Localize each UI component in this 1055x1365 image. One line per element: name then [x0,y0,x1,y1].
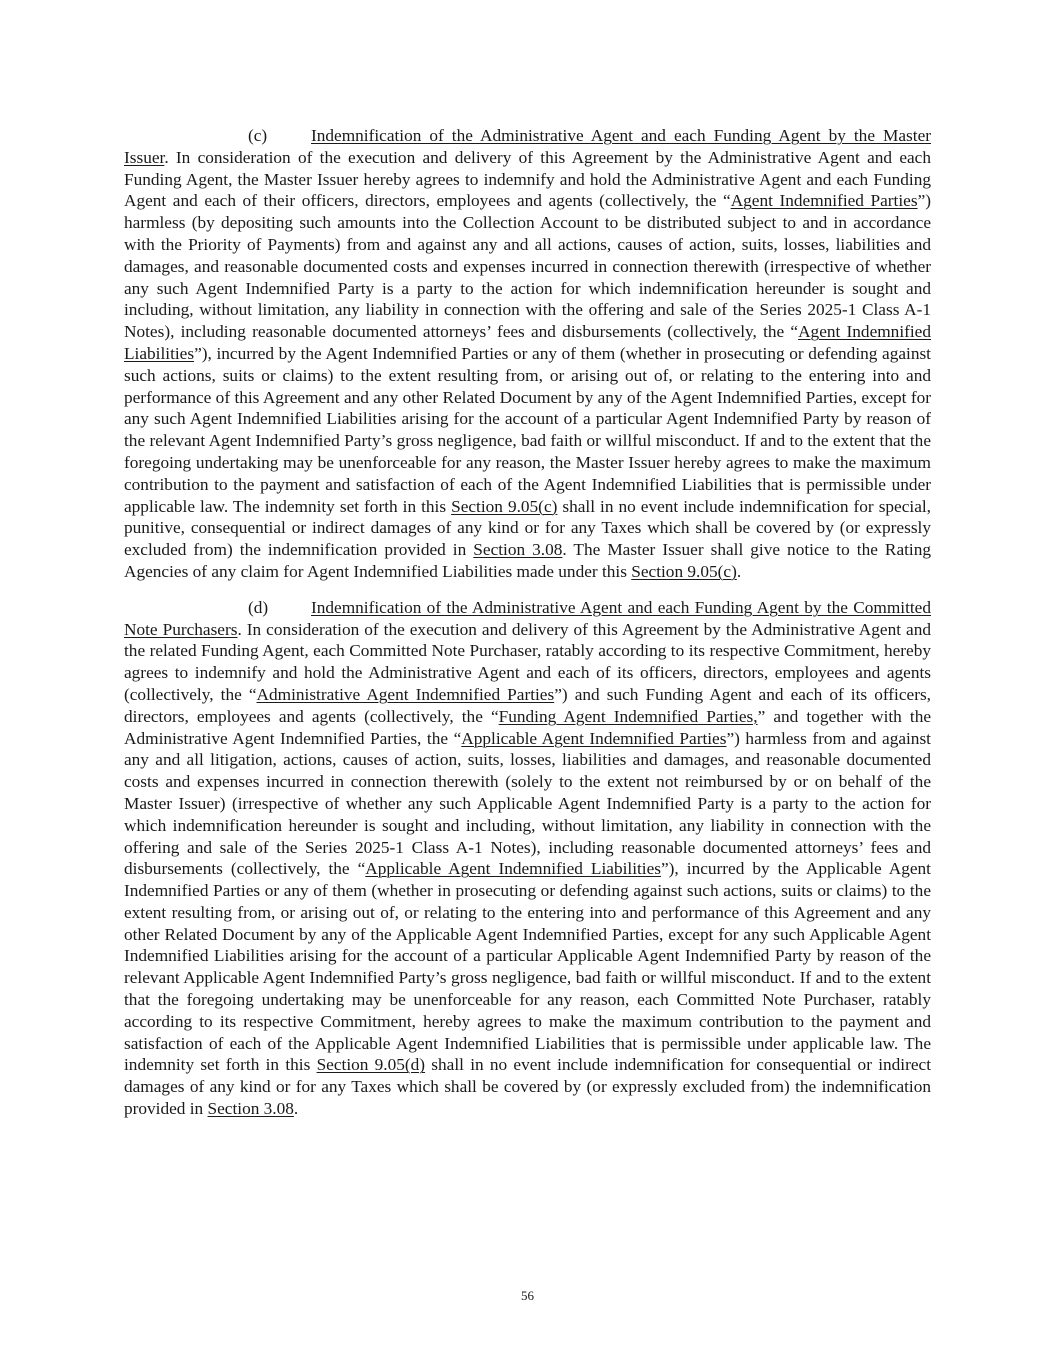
paragraph-label: (c) [248,126,268,145]
body-text: . [293,1099,299,1119]
defined-term: Agent Indemnified Liabilities [124,322,931,363]
body-text: shall in no event include indemnification for consequential or indirect damages of any kind or for any Taxes which shall be covered by (or expressly excluded from) the indemnification provided in [124,1055,931,1119]
body-text: ”) harmless from and against any and all litigation, actions, causes of action, suits, losses, liabilities and damages, and reasonable documented costs and expenses incurred in connection therewith (solely to the extent not reimbursed by or on behalf of the Master Issuer) (irrespective of whether any such Applicable Agent Indemnified Party is a party to the action for which indemnification hereunder is sought and including, without limitation, any liability in connection with the offering and sale of the Series 2025-1 Class A-1 Notes), including reasonable documented attorneys’ fees and disbursements (collectively, the “ [124,728,931,879]
body-text: . The Master Issuer shall give notice to the Rating Agencies of any claim for Agent Indemnified Liabilities made under this [124,540,931,581]
body-text: . In consideration of the execution and delivery of this Agreement by the Administrative Agent and each Funding Agent, the Master Issuer hereby agrees to indemnify and hold the Administrative Agent and each Funding Agent and each of their officers, directors, employees and agents (collectively, the “ [124,147,931,211]
defined-term: Agent Indemnified Parties [730,191,918,211]
body-text: . [736,561,742,581]
section-reference: Section 3.08 [207,1099,294,1119]
defined-term: Applicable Agent Indemnified Liabilities [365,859,661,879]
paragraph-d [124,597,931,1120]
section-reference: Section 9.05(c) [631,561,737,581]
body-text: shall in no event include indemnification for special, punitive, consequential or indirect damages of any kind or for any Taxes which shall be covered by (or expressly excluded from) the indemnification provided in [124,496,931,560]
paragraph-label: (d) [248,597,269,617]
body-text: ”) harmless (by depositing such amounts into the Collection Account to be distributed subject to and in accordance with the Priority of Payments) from and against any and all actions, causes of action, suits, losses, liabilities and damages, and reasonable documented costs and expenses incurred in connection therewith (irrespective of whether any such Agent Indemnified Party is a party to the action for which indemnification hereunder is sought and including, without limitation, any liability in connection with the offering and sale of the Series 2025-1 Class A-1 Notes), including reasonable documented attorneys’ fees and disbursements (collectively, the “ [124,191,931,342]
section-reference: Section 9.05(d) [316,1055,426,1075]
section-reference: Section 9.05(c) [451,496,558,516]
body-text: . In consideration of the execution and delivery of this Agreement by the Administrative Agent and the related Funding Agent, each Committed Note Purchaser, ratably according to its respective Commitment, hereby agrees to indemnify and hold the Administrative Agent and each of its officers, directors, employees and agents (collectively, the “ [124,619,931,704]
body-text: ” and together with the Administrative Agent Indemnified Parties, the “ [124,706,932,748]
section-heading: Indemnification of the Administrative Agent and each Funding Agent by the Committed Note Purchasers [124,597,931,639]
paragraph-c [124,125,931,583]
defined-term: Applicable Agent Indemnified Parties [461,728,727,748]
section-heading: Indemnification of the Administrative Agent and each Funding Agent by the Master Issuer [124,126,931,167]
document-page [124,125,931,1120]
body-text: ”) and such Funding Agent and each of its officers, directors, employees and agents (collectively, the “ [124,684,931,726]
section-reference: Section 3.08 [473,540,563,560]
page-number: 56 [521,1288,534,1303]
body-text: ”), incurred by the Applicable Agent Indemnified Parties or any of them (whether in prosecuting or defending against such actions, suits or claims) to the extent resulting from, or arising out of, or relating to the entering into and performance of this Agreement and any other Related Document by any of the Applicable Agent Indemnified Parties, except for any such Applicable Agent Indemnified Liabilities arising for the account of a particular Applicable Agent Indemnified Party by reason of the relevant Applicable Agent Indemnified Party’s gross negligence, bad faith or willful misconduct. If and to the extent that the foregoing undertaking may be unenforceable for any reason, each Committed Note Purchaser, ratably according to its respective Commitment, hereby agrees to make the maximum contribution to the payment and satisfaction of each of the Applicable Agent Indemnified Liabilities that is permissible under applicable law. The indemnity set forth in this [124,859,931,1075]
defined-term: Administrative Agent Indemnified Parties [256,684,555,704]
defined-term: Funding Agent Indemnified Parties, [498,706,758,726]
body-text: ”), incurred by the Agent Indemnified Parties or any of them (whether in prosecuting or defending against such actions, suits or claims) to the extent resulting from, or arising out of, or relating to the entering into and performance of this Agreement and any other Related Document by any of the Agent Indemnified Parties, except for any such Agent Indemnified Liabilities arising for the account of a particular Agent Indemnified Party by reason of the relevant Agent Indemnified Party’s gross negligence, bad faith or willful misconduct. If and to the extent that the foregoing undertaking may be unenforceable for any reason, the Master Issuer hereby agrees to make the maximum contribution to the payment and satisfaction of each of the Agent Indemnified Liabilities that is permissible under applicable law. The indemnity set forth in this [124,343,931,516]
